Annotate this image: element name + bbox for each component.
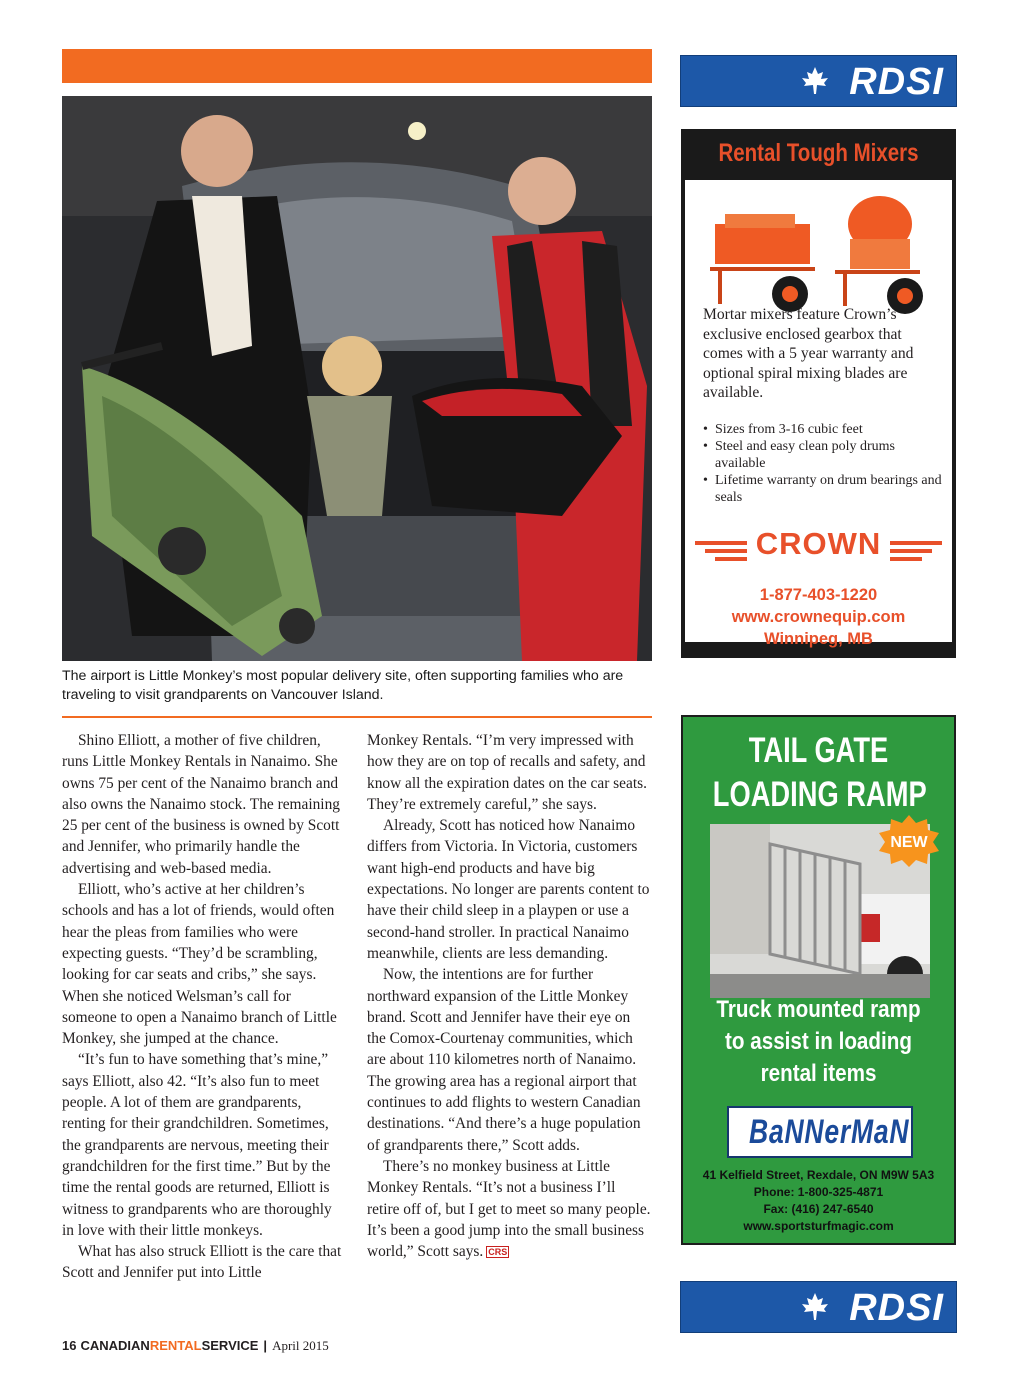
ad-phone: 1-877-403-1220 bbox=[759, 586, 878, 604]
ad-feature-list bbox=[703, 421, 943, 506]
ad-contact bbox=[683, 1167, 954, 1235]
ad-tagline bbox=[702, 994, 935, 1090]
ad-tagline-line3: rental items bbox=[760, 1060, 877, 1087]
article-paragraph: Monkey Rentals. “I’m very impressed with how they are on top of recalls and safety, and know all the expiration dates on the car seats. They’re extremely careful,” she says. bbox=[367, 732, 647, 813]
crown-logo-sub: CONSTRUCTION EQUIPMENT bbox=[746, 560, 891, 570]
crown-logo-word: CROWN bbox=[755, 526, 882, 561]
new-badge-label: NEW bbox=[890, 834, 928, 851]
footer-separator: | bbox=[263, 1338, 268, 1353]
ad-fax: Fax: (416) 247-6540 bbox=[763, 1202, 874, 1216]
ad-title: Rental Tough Mixers bbox=[718, 139, 919, 167]
magazine-name-part2: RENTAL bbox=[149, 1338, 202, 1353]
page-number: 16 bbox=[62, 1338, 77, 1353]
article-photo bbox=[62, 96, 652, 661]
ad-phone: Phone: 1-800-325-4871 bbox=[753, 1185, 884, 1199]
issue-date: April 2015 bbox=[272, 1338, 329, 1353]
rdsi-logo: RDSI bbox=[849, 61, 944, 103]
rdsi-ad-top[interactable] bbox=[680, 55, 957, 107]
maple-leaf-icon bbox=[800, 1292, 830, 1322]
new-badge-icon bbox=[876, 814, 942, 868]
ad-headline-line1: TAIL GATE bbox=[748, 731, 889, 770]
bannerman-ramp-ad[interactable] bbox=[681, 715, 956, 1245]
ad-contact bbox=[681, 584, 956, 650]
article-paragraph: Elliott, who’s active at her children’s schools and has a lot of friends, would often hear the pleas from families who were expecting guests. “They’d be scrambling, looking for car seats and cribs,” she says. When she noticed Welsman’s call for someone to open a Nanaimo branch of Little Monkey, she jumped at the chance. bbox=[62, 881, 337, 1048]
end-mark: CRS bbox=[488, 1246, 508, 1257]
article-column-left bbox=[62, 730, 346, 1284]
magazine-name-part1: CANADIAN bbox=[80, 1338, 150, 1353]
article-last-text: There’s no monkey business at Little Monkey Rentals. “It’s not a business I’ll retire off of, but I get to meet so many people. It’s been a good jump into the small business world,” Scott says. bbox=[367, 1157, 651, 1261]
article-paragraph: Shino Elliott, a mother of five children, runs Little Monkey Rentals in Nanaimo. She owns 75 per cent of the Nanaimo branch and also owns the Nanaimo stock. The remaining 25 per cent of the business is owned by Scott and Jennifer, who primarily handle the advertising and web-based media. bbox=[62, 732, 340, 877]
ad-address: 41 Kelfield Street, Rexdale, ON M9W 5A3 bbox=[702, 1168, 935, 1182]
article-column-right bbox=[367, 730, 651, 1263]
rdsi-ad-bottom[interactable] bbox=[680, 1281, 957, 1333]
bannerman-logo bbox=[727, 1106, 913, 1158]
article-paragraph: Already, Scott has noticed how Nanaimo differs from Victoria. In Victoria, customers want high-end products and have big expectations. No longer are parents content to have their child sleep in a playpen or use a second-hand stroller. In practical Nanaimo meanwhile, clients are less demanding. bbox=[367, 817, 650, 962]
article-paragraph: Now, the intentions are for further northward expansion of the Little Monkey brand. Scott and Jennifer have their eye on the Comox-Courtenay communities, which are about 110 kilometres north of Nanaimo. The growing area has a regional airport that continues to add flights to western Canadian destinations. “And there’s a huge population of grandparents there,” Scott adds. bbox=[367, 966, 641, 1154]
section-header-bar bbox=[62, 49, 652, 83]
ad-website[interactable]: www.sportsturfmagic.com bbox=[743, 1219, 894, 1233]
bannerman-logo-word: BaNNerMaN bbox=[749, 1113, 910, 1151]
page-footer bbox=[62, 1337, 329, 1355]
list-item: • Steel and easy clean poly drums available bbox=[703, 438, 943, 472]
ad-headline bbox=[712, 729, 927, 817]
maple-leaf-icon bbox=[800, 66, 830, 96]
ad-tagline-line1: Truck mounted ramp bbox=[716, 996, 921, 1023]
caption-divider bbox=[62, 716, 652, 718]
list-item: • Lifetime warranty on drum bearings and seals bbox=[703, 472, 943, 506]
crown-mixers-ad[interactable] bbox=[681, 129, 956, 658]
article-paragraph: “It’s fun to have something that’s mine,” says Elliott, also 42. “It’s also fun to meet people. A lot of them are grandparents, renting for their grandchildren. Sometimes, the grandparents are nervous, meeting their grandchildren for the first time.” But by the time the rental goods are returned, Elliott is witness to grandparents who are thoroughly in love with their little monkeys. bbox=[62, 1051, 332, 1239]
photo-caption: The airport is Little Monkey’s most popular delivery site, often supporting families who are traveling to visit grandparents on Vancouver Island. bbox=[62, 668, 624, 703]
ad-tagline-line2: to assist in loading bbox=[725, 1028, 912, 1055]
mortar-mixer-image bbox=[705, 184, 935, 319]
article-paragraph-last bbox=[367, 1156, 651, 1263]
ad-description: Mortar mixers feature Crown’s exclusive enclosed gearbox that comes with a 5 year warranty and optional spiral mixing blades are available. bbox=[703, 306, 914, 401]
ad-website[interactable]: www.crownequip.com bbox=[731, 608, 906, 626]
ad-city: Winnipeg, MB bbox=[764, 630, 873, 648]
crown-logo bbox=[681, 526, 956, 570]
list-item: • Sizes from 3-16 cubic feet bbox=[703, 421, 943, 438]
rdsi-logo: RDSI bbox=[849, 1287, 944, 1329]
ad-headline-line2: LOADING RAMP bbox=[712, 775, 927, 814]
article-paragraph: What has also struck Elliott is the care that Scott and Jennifer put into Little bbox=[62, 1243, 342, 1282]
photo-illustration bbox=[62, 96, 652, 661]
magazine-name-part3: SERVICE bbox=[201, 1338, 259, 1353]
